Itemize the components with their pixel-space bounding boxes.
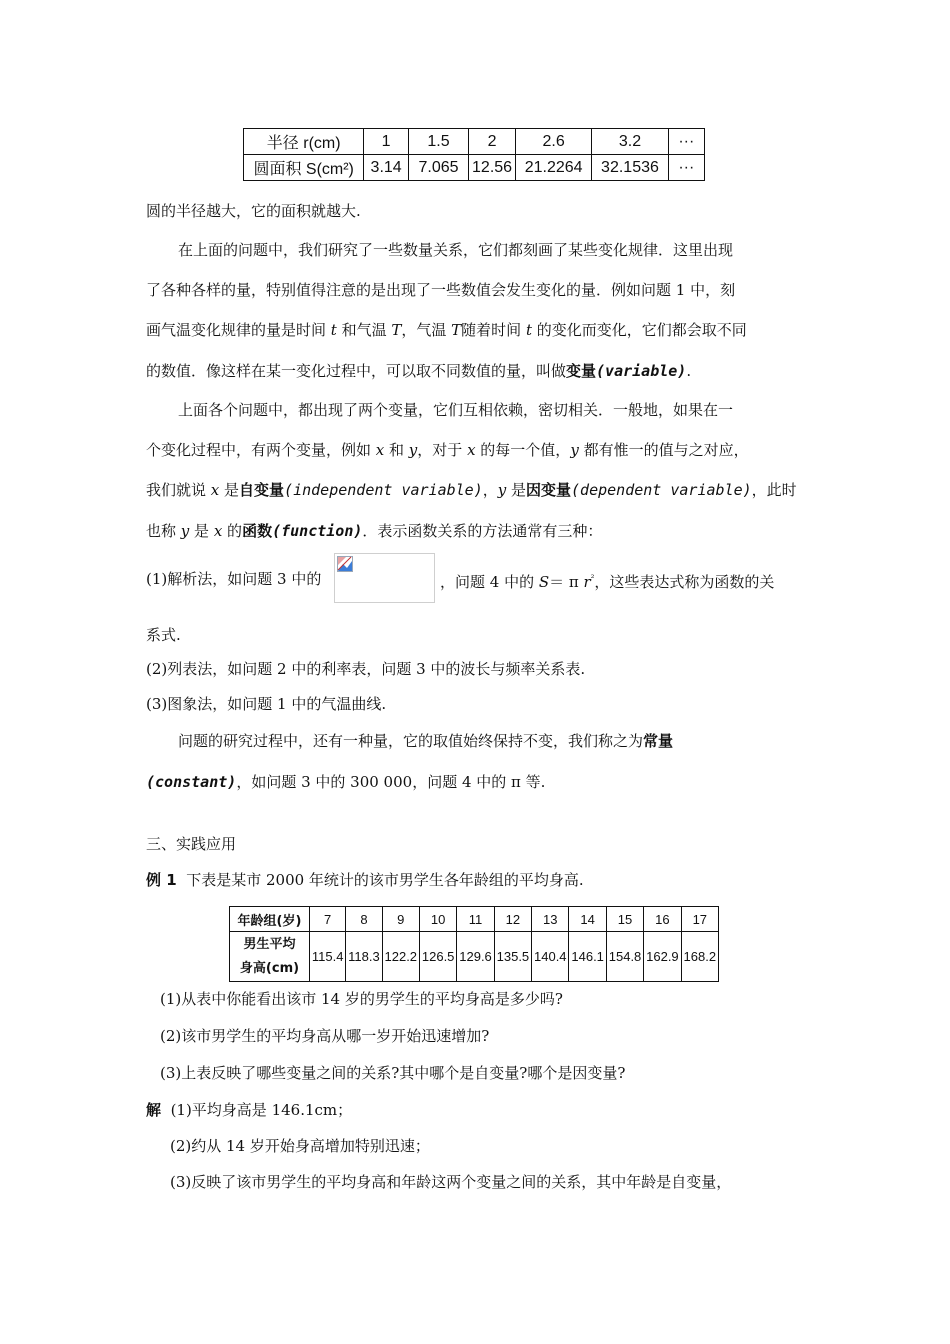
table-cell: 17: [681, 907, 718, 932]
table-cell: 32.1536: [592, 155, 668, 181]
table-cell: 122.2: [382, 932, 419, 982]
paragraph-line: [178, 731, 673, 751]
table-cell: 140.4: [532, 932, 569, 982]
answer-2: (2)约从 14 岁开始身高增加特别迅速；: [170, 1137, 430, 1155]
table-header: 年龄组(岁): [230, 907, 310, 932]
row-label-line: 身高(cm): [239, 960, 300, 976]
table-cell: 16: [644, 907, 681, 932]
table-cell: 11: [457, 907, 494, 932]
text: 问题的研究过程中，还有一种量，它的取值始终保持不变，我们称之为: [178, 732, 644, 750]
text: 也称: [146, 522, 181, 540]
formula-image-placeholder: [334, 553, 435, 603]
text: 个变化过程中，有两个变量，例如: [146, 441, 376, 459]
height-row: [230, 932, 719, 982]
text: 和: [384, 441, 409, 459]
text: 的变化而变化，它们都会取不同: [531, 321, 747, 339]
question-1: (1)从表中你能看出该市 14 岁的男学生的平均身高是多少吗?: [160, 990, 563, 1008]
paragraph-line: [146, 480, 797, 500]
table-cell: ···: [668, 129, 704, 155]
solution-label: 解: [146, 1101, 162, 1119]
var-t: t: [330, 321, 337, 339]
text: 是: [219, 481, 240, 499]
var-y: y: [497, 481, 507, 499]
text: 和气温: [336, 321, 392, 339]
table-cell: 15: [606, 907, 643, 932]
var-S: S: [538, 573, 550, 591]
text: 的数值．像这样在某一变化过程中，可以取不同数值的量，叫做: [146, 362, 567, 380]
table-cell: 半径 r(cm): [244, 129, 364, 155]
term-dependent-en: (dependent variable): [571, 481, 752, 499]
paragraph-line: [146, 361, 691, 381]
text: 的每一个值，: [475, 441, 571, 459]
table-cell: 3.2: [592, 129, 668, 155]
term-function-en: (function): [272, 522, 363, 540]
text: ，对于: [417, 441, 468, 459]
answer-1: (1)平均身高是 146.1cm；: [170, 1101, 353, 1119]
text: ＝ π: [549, 573, 584, 591]
superscript: ²: [590, 574, 595, 584]
method-3: (3)图象法，如问题 1 中的气温曲线.: [146, 695, 387, 713]
var-x: x: [375, 441, 385, 459]
table-cell: 1.5: [408, 129, 468, 155]
example-label: 例 1: [146, 871, 177, 889]
table-cell: 8: [346, 907, 382, 932]
paragraph-line: [146, 521, 602, 541]
table-cell: 圆面积 S(cm²): [244, 155, 364, 181]
var-x: x: [213, 522, 223, 540]
table-cell: 7.065: [408, 155, 468, 181]
paragraph-line: 在上面的问题中，我们研究了一些数量关系，它们都刻画了某些变化规律．这里出现: [178, 241, 734, 259]
var-t: t: [525, 321, 532, 339]
table-cell: 3.14: [364, 155, 409, 181]
radius-row: [244, 129, 705, 155]
table-cell: 10: [419, 907, 456, 932]
method-2: (2)列表法，如问题 2 中的利率表，问题 3 中的波长与频率关系表.: [146, 660, 586, 678]
height-age-table: [229, 906, 719, 982]
text: 我们就说: [146, 481, 211, 499]
var-x: x: [210, 481, 220, 499]
term-constant-en: (constant): [146, 773, 237, 791]
area-row: [244, 155, 705, 181]
text: ，问题 4 中的: [440, 573, 539, 591]
text: 的: [222, 522, 243, 540]
age-row: [230, 907, 719, 932]
table-cell: 115.4: [310, 932, 346, 982]
paragraph-line: 了各种各样的量，特别值得注意的是出现了一些数值会发生变化的量．例如问题 1 中，刻: [146, 281, 736, 299]
paragraph-radius-conclusion: 圆的半径越大，它的面积就越大.: [146, 202, 361, 220]
table-cell: 2.6: [515, 129, 591, 155]
text: .: [686, 362, 692, 380]
table-row-label: [230, 932, 310, 982]
table-cell: 2: [469, 129, 516, 155]
question-2: (2)该市男学生的平均身高从哪一岁开始迅速增加?: [160, 1027, 490, 1045]
table-cell: 13: [532, 907, 569, 932]
var-T: T: [451, 321, 462, 339]
table-cell: 12.56: [469, 155, 516, 181]
answer-3: (3)反映了该市男学生的平均身高和年龄这两个变量之间的关系，其中年龄是自变量，: [170, 1173, 732, 1191]
var-y: y: [180, 522, 190, 540]
term-variable: 变量: [566, 362, 597, 380]
term-variable-en: (variable): [596, 362, 687, 380]
row-label-line: 男生平均: [243, 936, 296, 952]
var-r: r: [583, 573, 591, 591]
paragraph-line: [146, 440, 749, 460]
table-cell: 14: [569, 907, 606, 932]
text: 是: [189, 522, 214, 540]
table-cell: 9: [382, 907, 419, 932]
solution-line: [146, 1100, 352, 1120]
example-text: 下表是某市 2000 年统计的该市男学生各年龄组的平均身高.: [186, 871, 584, 889]
term-dependent: 因变量: [526, 481, 572, 499]
paragraph-line: [146, 320, 747, 340]
table-cell: 129.6: [457, 932, 494, 982]
var-x: x: [467, 441, 476, 459]
table-cell: 154.8: [606, 932, 643, 982]
text: ．表示函数关系的方法通常有三种：: [362, 522, 603, 540]
text: 画气温变化规律的量是时间: [146, 321, 331, 339]
var-y: y: [570, 441, 579, 459]
text: ，如问题 3 中的 300 000，问题 4 中的 π 等.: [236, 773, 546, 791]
text: ，气温: [401, 321, 452, 339]
table-cell: 12: [494, 907, 531, 932]
section-heading: 三、实践应用: [146, 835, 237, 853]
table-cell: 126.5: [419, 932, 456, 982]
table-cell: 118.3: [346, 932, 382, 982]
text: ，此时: [751, 481, 797, 499]
text: 是: [506, 481, 527, 499]
method-1-start: (1)解析法，如问题 3 中的: [146, 570, 322, 588]
table-cell: 146.1: [569, 932, 606, 982]
term-independent-en: (independent variable): [284, 481, 483, 499]
term-independent: 自变量: [239, 481, 285, 499]
table-cell: ···: [668, 155, 704, 181]
method-1-end: [440, 569, 774, 592]
table-cell: 1: [364, 129, 409, 155]
paragraph-line: 上面各个问题中，都出现了两个变量，它们互相依赖，密切相关．一般地，如果在一: [178, 401, 734, 419]
term-function: 函数: [242, 522, 273, 540]
term-constant: 常量: [643, 732, 674, 750]
method-1-continuation: 系式.: [146, 626, 181, 644]
var-T: T: [391, 321, 402, 339]
text: ，: [482, 481, 498, 499]
table-cell: 162.9: [644, 932, 681, 982]
broken-image-icon: [337, 556, 353, 572]
paragraph-line: [146, 772, 545, 792]
table-cell: 168.2: [681, 932, 718, 982]
question-3: (3)上表反映了哪些变量之间的关系?其中哪个是自变量?哪个是因变量?: [160, 1064, 626, 1082]
var-y: y: [408, 441, 418, 459]
table-cell: 21.2264: [515, 155, 591, 181]
text: ，这些表达式称为函数的关: [594, 573, 775, 591]
text: 都有惟一的值与之对应，: [578, 441, 749, 459]
table-cell: 135.5: [494, 932, 531, 982]
table-cell: 7: [310, 907, 346, 932]
text: 随着时间: [461, 321, 526, 339]
radius-area-table: [243, 128, 705, 181]
example-1: [146, 870, 584, 890]
